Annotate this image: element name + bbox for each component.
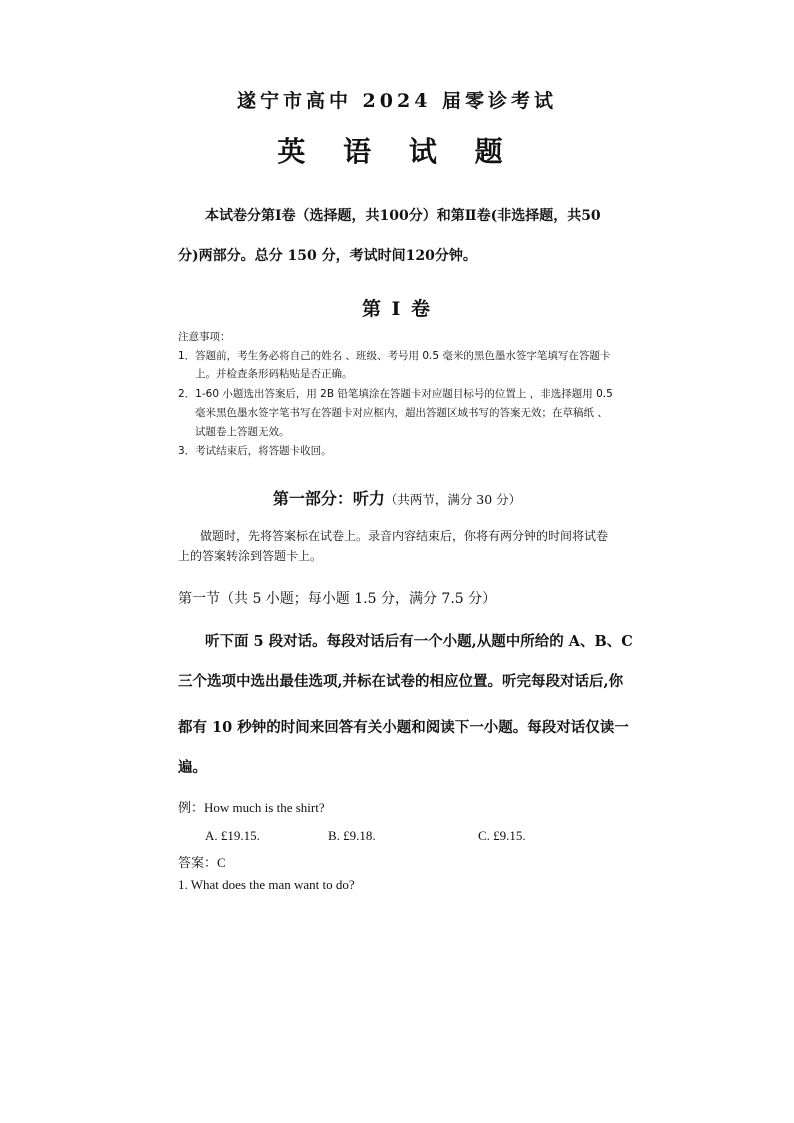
note-item-1-line-2: 上。并检查条形码粘贴是否正确。 [195, 368, 353, 380]
part1-title-sub: （共两节，满分 30 分） [384, 492, 522, 507]
subject-title: 英 语 试 题 [277, 135, 517, 168]
volume-title: 第 Ⅰ 卷 [361, 298, 433, 320]
intro-line-1: 本试卷分第Ⅰ卷（选择题，共100分）和第Ⅱ卷(非选择题，共50 [205, 208, 601, 224]
example-answer: 答案：C [178, 855, 226, 870]
note-item-3: 3．考试结束后，将答题卡收回。 [178, 445, 332, 457]
example-option-b: B. £9.18. [328, 828, 376, 843]
example-option-a: A. £19.15. [205, 828, 260, 843]
section1-line-3: 都有 10 秒钟的时间来回答有关小题和阅读下一小题。每段对话仅读一 [178, 719, 629, 736]
part1-title [0, 486, 794, 509]
exam-title: 遂宁市高中 2024 届零诊考试 [236, 90, 558, 112]
intro-line-2: 分)两部分。总分 150 分，考试时间120分钟。 [178, 248, 477, 264]
section1-line-1: 听下面 5 段对话。每段对话后有一个小题,从题中所给的 A、B、C [205, 633, 633, 650]
example-option-c: C. £9.15. [478, 828, 526, 843]
note-item-2-line-2: 毫米黑色墨水签字笔书写在答题卡对应框内，超出答题区域书写的答案无效；在草稿纸 、 [195, 407, 608, 419]
notes-heading: 注意事项： [178, 331, 231, 343]
note-item-1-line-1: 1．答题前，考生务必将自己的姓名 、班级、考号用 0.5 毫米的黑色墨水签字笔填写在答题卡 [178, 350, 611, 362]
question-1: 1. What does the man want to do? [178, 877, 355, 892]
instructions-line-1: 做题时，先将答案标在试卷上。录音内容结束后，你将有两分钟的时间将试卷 [200, 529, 609, 543]
part1-title-main: 第一部分：听力 [272, 489, 385, 508]
example-question: 例：How much is the shirt? [178, 800, 325, 815]
instructions-line-2: 上的答案转涂到答题卡上。 [178, 549, 323, 563]
note-item-2-line-1: 2．1-60 小题选出答案后，用 2B 铅笔填涂在答题卡对应题目标号的位置上 ，非选择题用 0.5 [178, 388, 613, 400]
note-item-2-line-3: 试题卷上答题无效。 [195, 426, 290, 438]
section1-line-2: 三个选项中选出最佳选项,并标在试卷的相应位置。听完每段对话后,你 [178, 673, 624, 690]
section1-line-4: 遍。 [178, 759, 207, 776]
section1-title: 第一节（共 5 小题；每小题 1.5 分，满分 7.5 分） [178, 591, 497, 607]
